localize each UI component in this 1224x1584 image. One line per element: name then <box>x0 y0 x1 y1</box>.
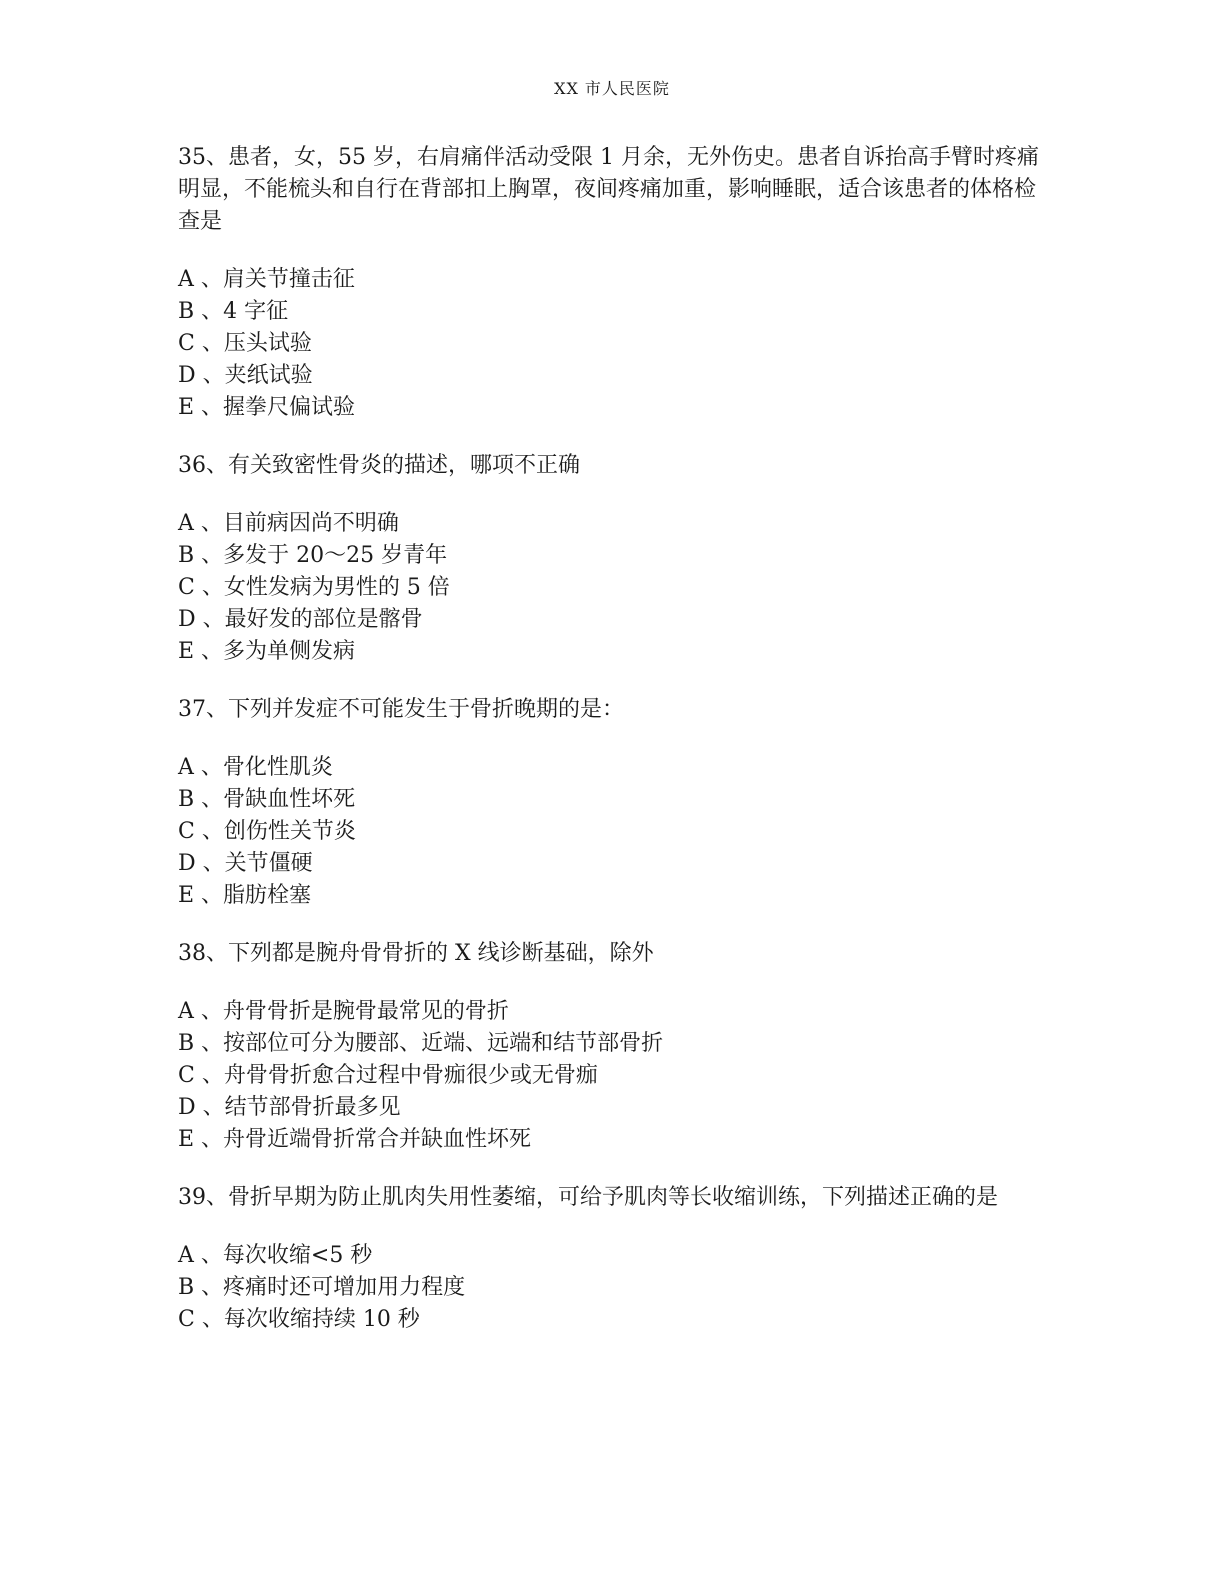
option-d: D 、夹纸试验 <box>178 363 313 388</box>
option-a: A 、肩关节撞击征 <box>178 267 355 292</box>
option-b: B 、疼痛时还可增加用力程度 <box>178 1275 466 1300</box>
option-a: A 、目前病因尚不明确 <box>178 511 399 536</box>
option-c: C 、女性发病为男性的 5 倍 <box>178 575 450 600</box>
question-text: 38、下列都是腕舟骨骨折的 X 线诊断基础，除外 <box>178 941 654 966</box>
option-c: C 、每次收缩持续 10 秒 <box>178 1307 420 1332</box>
question-text: 37、下列并发症不可能发生于骨折晚期的是： <box>178 697 624 722</box>
page-header: XX 市人民医院 <box>554 79 670 98</box>
option-e: E 、握拳尺偏试验 <box>178 395 356 420</box>
question-36 <box>178 450 1048 668</box>
question-text: 36、有关致密性骨炎的描述，哪项不正确 <box>178 453 580 478</box>
option-b: B 、骨缺血性坏死 <box>178 787 356 812</box>
question-39 <box>178 1182 1048 1336</box>
option-a: A 、骨化性肌炎 <box>178 755 333 780</box>
question-list <box>178 142 1048 1362</box>
option-b: B 、4 字征 <box>178 299 289 324</box>
option-d: D 、关节僵硬 <box>178 851 313 876</box>
option-b: B 、按部位可分为腰部、近端、远端和结节部骨折 <box>178 1031 664 1056</box>
question-37 <box>178 694 1048 912</box>
option-c: C 、压头试验 <box>178 331 312 356</box>
question-38 <box>178 938 1048 1156</box>
option-e: E 、脂肪栓塞 <box>178 883 312 908</box>
option-d: D 、最好发的部位是髂骨 <box>178 607 423 632</box>
option-b: B 、多发于 20～25 岁青年 <box>178 543 448 568</box>
option-c: C 、舟骨骨折愈合过程中骨痂很少或无骨痂 <box>178 1063 598 1088</box>
question-text: 35、患者，女，55 岁，右肩痛伴活动受限 1 月余，无外伤史。患者自诉抬高手臂时疼痛明显，不能梳头和自行在背部扣上胸罩，夜间疼痛加重，影响睡眠，适合该患者的体格检查是 <box>178 145 1039 234</box>
option-a: A 、舟骨骨折是腕骨最常见的骨折 <box>178 999 509 1024</box>
option-d: D 、结节部骨折最多见 <box>178 1095 401 1120</box>
option-e: E 、舟骨近端骨折常合并缺血性坏死 <box>178 1127 532 1152</box>
option-a: A 、每次收缩<5 秒 <box>178 1243 373 1268</box>
option-e: E 、多为单侧发病 <box>178 639 356 664</box>
question-text: 39、骨折早期为防止肌肉失用性萎缩，可给予肌肉等长收缩训练，下列描述正确的是 <box>178 1185 998 1210</box>
question-35 <box>178 142 1048 424</box>
option-c: C 、创伤性关节炎 <box>178 819 356 844</box>
